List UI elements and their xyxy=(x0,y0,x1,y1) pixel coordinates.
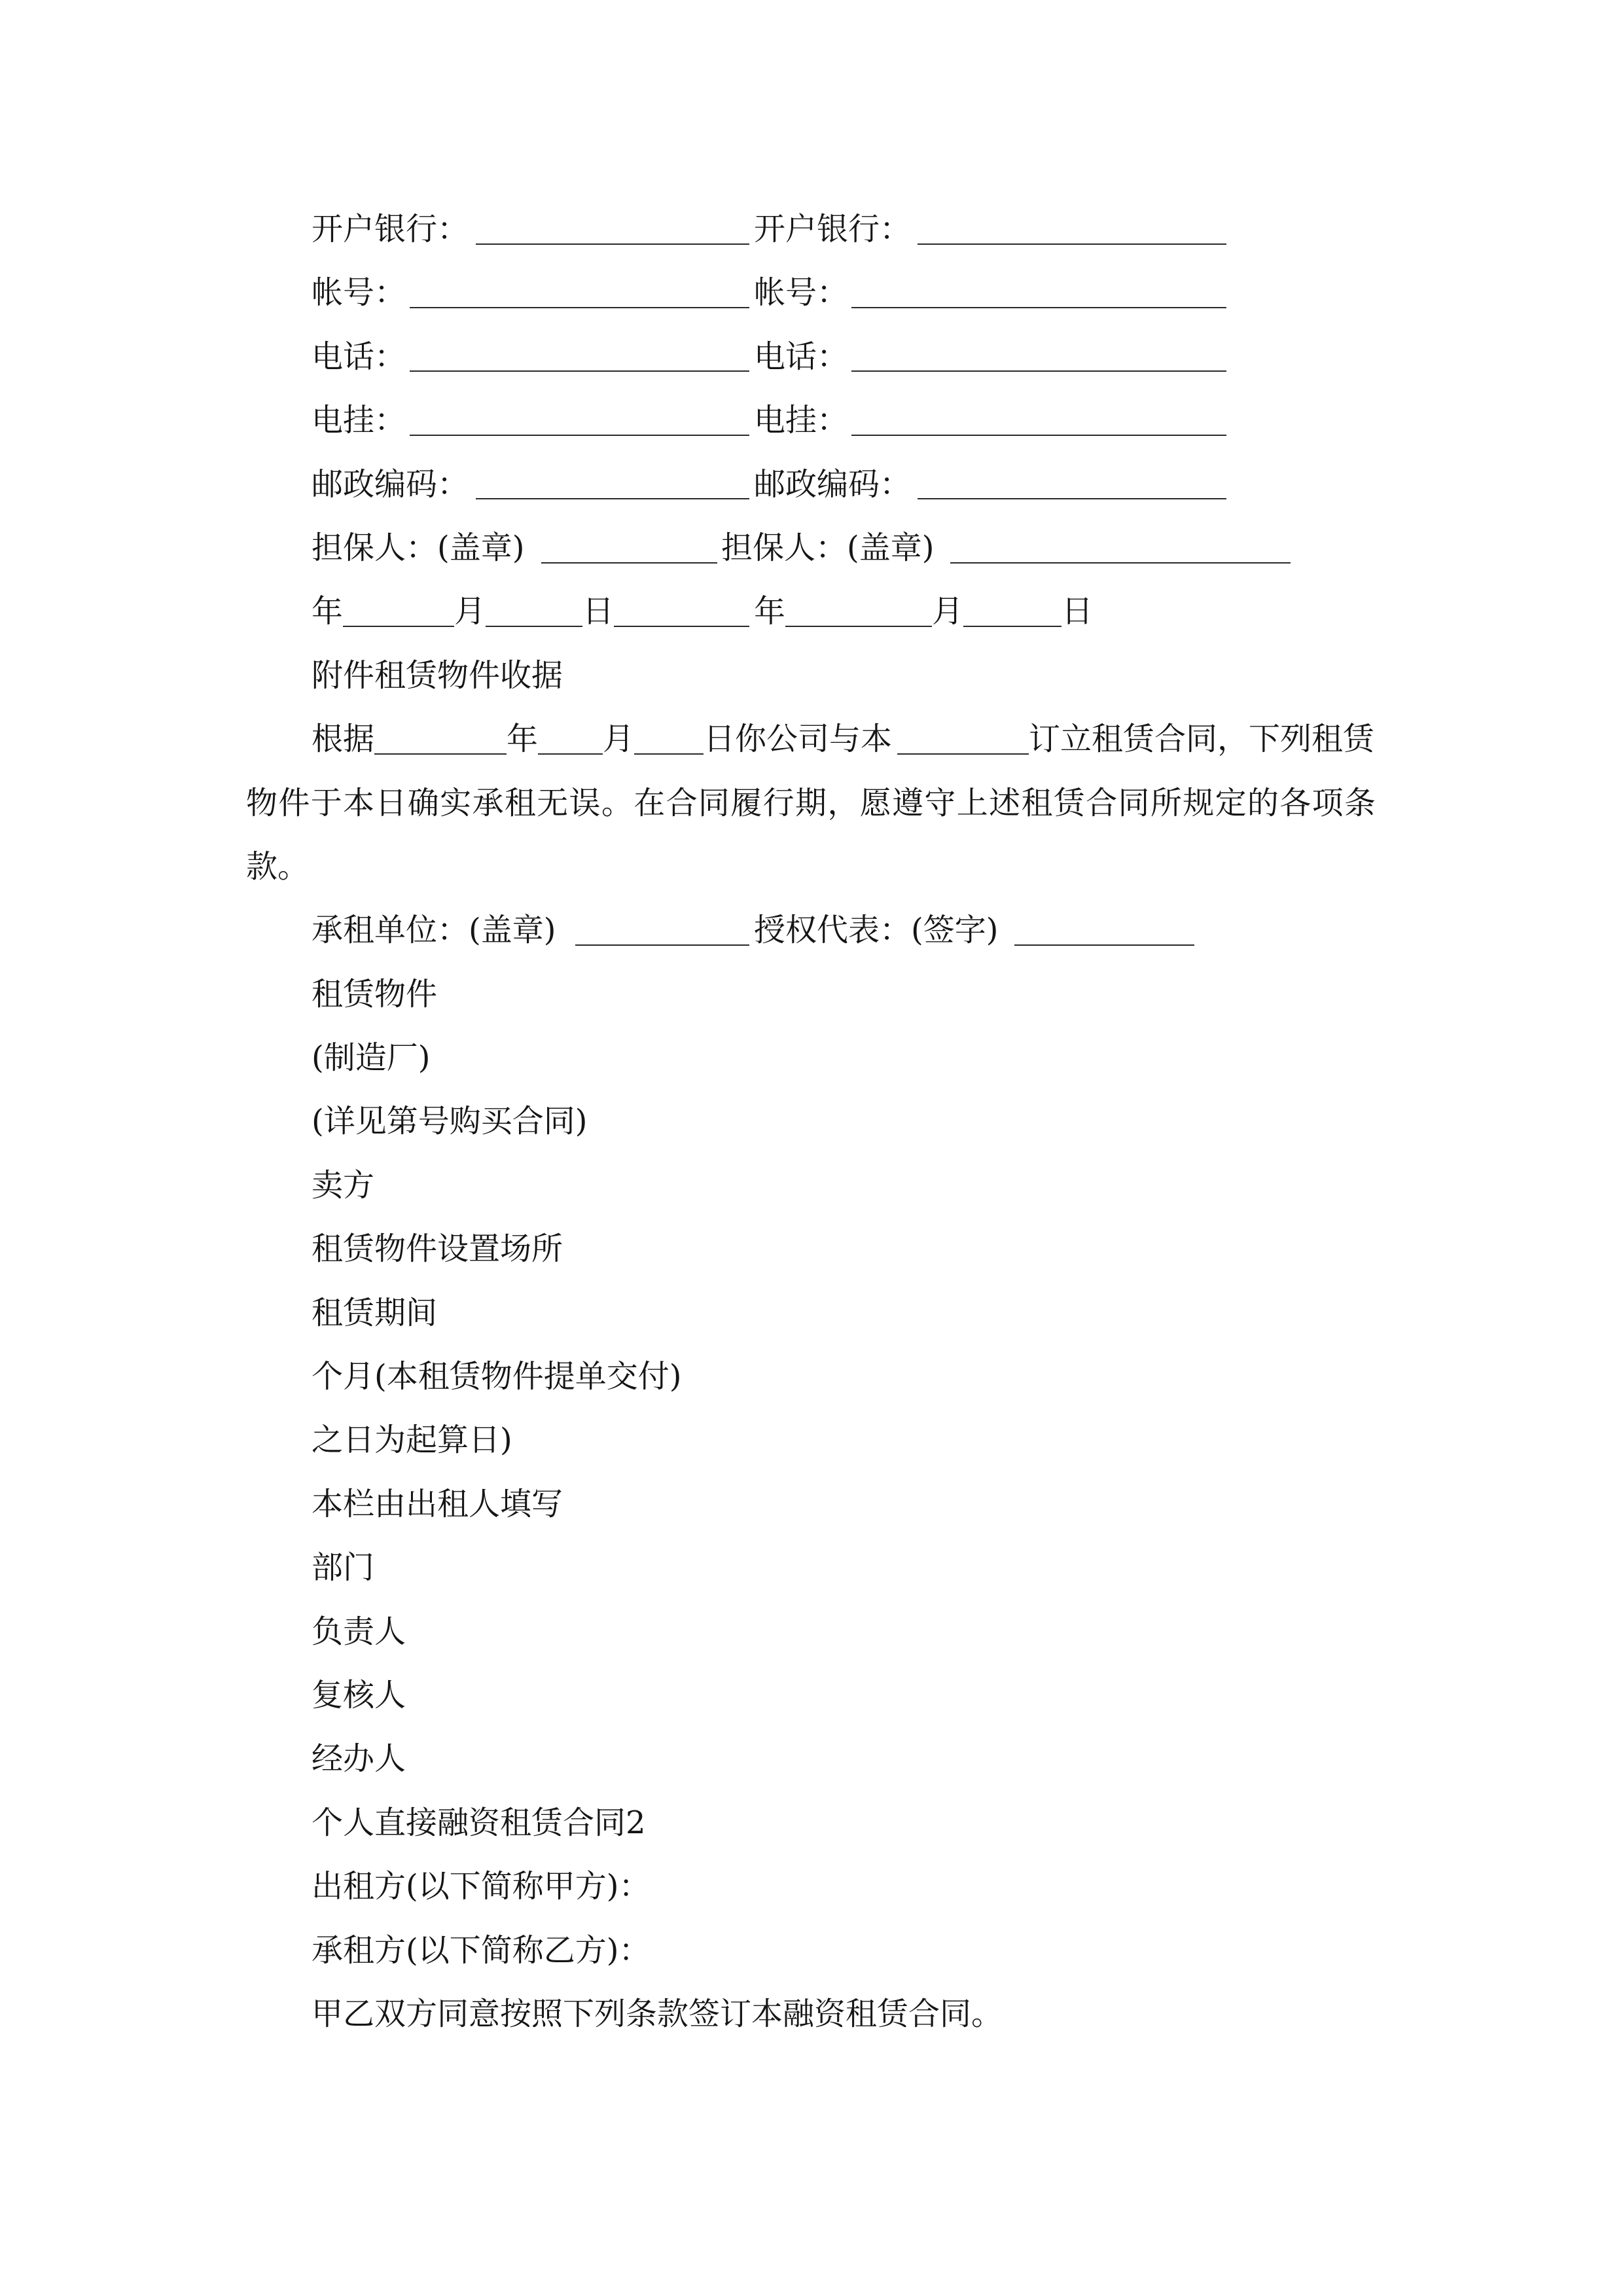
item-text: 租赁物件 xyxy=(312,975,438,1013)
telegraph-label-right: 电挂： xyxy=(754,402,849,439)
bank-label-left: 开户银行： xyxy=(312,211,469,247)
list-item xyxy=(0,1217,1623,1281)
list-item xyxy=(0,1282,1623,1345)
blank-line xyxy=(410,307,749,308)
blank-line xyxy=(1014,944,1194,946)
item-text: 本栏由出租人填写 xyxy=(312,1485,563,1522)
blank-line xyxy=(963,626,1061,627)
year-label: 年 xyxy=(507,721,539,758)
blank-line xyxy=(575,944,749,946)
lessor-line xyxy=(0,1855,1623,1918)
item-text: 租赁物件设置场所 xyxy=(312,1230,563,1268)
receipt-title xyxy=(0,644,1623,708)
item-text: 租赁期间 xyxy=(312,1294,438,1331)
item-text: 负责人 xyxy=(312,1613,406,1650)
day-company-text: 日你公司与本 xyxy=(704,721,893,758)
item-text: 经办人 xyxy=(312,1740,406,1778)
receipt-title-text: 附件租赁物件收据 xyxy=(312,656,563,694)
blank-line xyxy=(918,243,1226,245)
account-label-right: 帐号： xyxy=(754,274,849,312)
postcode-label-right: 邮政编码： xyxy=(754,465,912,503)
blank-line xyxy=(410,435,749,436)
blank-line xyxy=(918,498,1226,499)
blank-line xyxy=(851,370,1226,372)
blank-line xyxy=(897,753,1029,755)
list-item xyxy=(0,1664,1623,1727)
bank-row xyxy=(0,198,1623,261)
phone-label-right: 电话： xyxy=(754,338,849,375)
list-item xyxy=(0,1727,1623,1791)
list-item xyxy=(0,1090,1623,1153)
phone-row xyxy=(0,325,1623,389)
telegraph-row xyxy=(0,389,1623,452)
item-text: (详见第号购买合同) xyxy=(312,1103,588,1140)
list-item xyxy=(0,1536,1623,1600)
blank-line xyxy=(634,753,704,755)
lessee-text: 承租方(以下简称乙方)： xyxy=(312,1931,651,1969)
day-label: 日 xyxy=(1061,593,1094,630)
blank-line xyxy=(374,753,507,755)
month-label: 月 xyxy=(932,593,964,630)
bank-label-right: 开户银行： xyxy=(754,211,912,247)
date-row xyxy=(0,580,1623,643)
item-text: 复核人 xyxy=(312,1676,406,1713)
telegraph-label-left: 电挂： xyxy=(312,402,406,439)
intro-text: 甲乙双方同意按照下列条款签订本融资租赁合同。 xyxy=(312,1995,1003,2032)
blank-line xyxy=(851,435,1226,436)
item-text: 个月(本租赁物件提单交付) xyxy=(312,1358,682,1395)
guarantor-label-left: 担保人：(盖章) xyxy=(312,529,525,566)
blank-line xyxy=(614,626,749,627)
account-label-left: 帐号： xyxy=(312,274,406,312)
blank-line xyxy=(476,498,749,499)
day-label: 日 xyxy=(582,593,615,630)
list-item xyxy=(0,1026,1623,1090)
list-item xyxy=(0,1154,1623,1217)
contract-text: 订立租赁合同，下列租赁 xyxy=(1029,721,1375,758)
list-item xyxy=(0,1345,1623,1408)
receipt-paragraph-line-3 xyxy=(0,835,1623,899)
contract2-title-text: 个人直接融资租赁合同2 xyxy=(312,1804,646,1841)
year-label: 年 xyxy=(754,593,786,630)
lessee-line xyxy=(0,1919,1623,1982)
year-label: 年 xyxy=(312,593,344,630)
list-item xyxy=(0,963,1623,1026)
blank-line xyxy=(538,753,603,755)
blank-line xyxy=(541,562,717,564)
blank-line xyxy=(785,626,932,627)
account-row xyxy=(0,261,1623,325)
according-text: 根据 xyxy=(312,721,375,758)
receipt-paragraph-end: 款。 xyxy=(246,848,310,885)
contract2-title xyxy=(0,1791,1623,1855)
blank-line xyxy=(486,626,582,627)
blank-line xyxy=(343,626,454,627)
blank-line xyxy=(476,243,749,245)
blank-line xyxy=(851,307,1226,308)
blank-line xyxy=(410,370,749,372)
list-item xyxy=(0,1473,1623,1536)
month-label: 月 xyxy=(454,593,486,630)
item-text: 卖方 xyxy=(312,1166,375,1204)
receipt-paragraph-line-2 xyxy=(0,772,1623,835)
postcode-row xyxy=(0,453,1623,516)
receipt-paragraph-line-1 xyxy=(0,708,1623,771)
guarantor-row xyxy=(0,516,1623,580)
lessee-signature-row xyxy=(0,899,1623,962)
lessee-unit-label: 承租单位：(盖章) xyxy=(312,912,556,949)
authorized-rep-label: 授权代表：(签字) xyxy=(754,912,999,949)
intro-line xyxy=(0,1982,1623,2046)
month-label: 月 xyxy=(603,721,635,758)
item-text: 之日为起算日) xyxy=(312,1422,512,1459)
blank-line xyxy=(950,562,1291,564)
document-page xyxy=(0,198,1623,2046)
postcode-label-left: 邮政编码： xyxy=(312,465,469,503)
list-item xyxy=(0,1408,1623,1472)
list-item xyxy=(0,1600,1623,1664)
phone-label-left: 电话： xyxy=(312,338,406,375)
guarantor-label-right: 担保人：(盖章) xyxy=(721,529,935,566)
lessor-text: 出租方(以下简称甲方)： xyxy=(312,1868,651,1905)
item-text: 部门 xyxy=(312,1549,375,1587)
item-text: (制造厂) xyxy=(312,1039,431,1077)
receipt-paragraph-text: 物件于本日确实承租无误。在合同履行期，愿遵守上述租赁合同所规定的各项条 xyxy=(246,784,1376,821)
